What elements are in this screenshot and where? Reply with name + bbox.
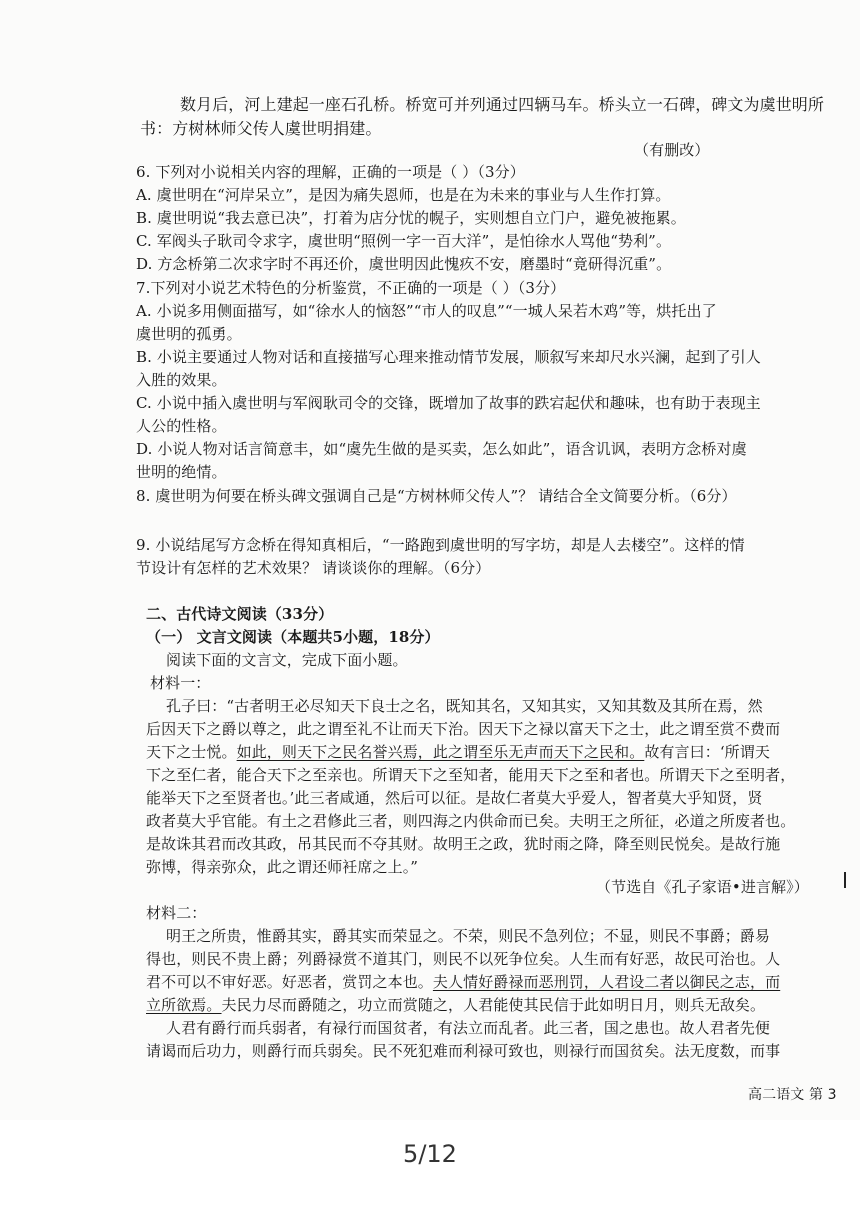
material2-line: 得也，则民不贵上爵；列爵禄赏不道其门，则民不以死争位矣。人生而有好恶，故民可治也。人	[146, 950, 781, 968]
section2-subtitle: （一） 文言文阅读（本题共5小题，18分）	[146, 628, 440, 646]
material1-line-3-row	[146, 741, 770, 763]
q6-option-c: C. 军阀头子耿司令求字，虞世明“照例一字一百大洋”，是怕徐水人骂他“势利”。	[136, 232, 672, 250]
material1-label: 材料一：	[150, 674, 211, 692]
material1-line: 能举天下之至贤者也。’此三者咸通，然后可以征。是故仁者莫大乎爱人，智者莫大乎知贤，贤	[146, 789, 763, 807]
q7-option-b-line2: 入胜的效果。	[136, 371, 227, 389]
story-source: （有删改）	[634, 141, 710, 159]
q7-option-d-line2: 世明的绝情。	[136, 463, 227, 481]
material2-label: 材料二：	[146, 904, 207, 922]
material1-line: 下之至仁者，能合天下之至亲也。所谓天下之至知者，能用天下之至和者也。所谓天下之至明者，	[146, 766, 796, 784]
q7-option-c-line2: 人公的性格。	[136, 417, 227, 435]
material1-underlined-sentence: 如此，则天下之民名誉兴焉，此之谓至乐无声而天下之民和。	[236, 743, 645, 761]
q7-option-d-line1: D. 小说人物对话言简意丰，如“虞先生做的是买卖，怎么如此”，语含讥讽，表明方念桥对虞	[136, 440, 747, 458]
q7-option-a-line2: 虞世明的孤勇。	[136, 325, 242, 343]
material2-line: 请谒而后功力，则爵行而兵弱矣。民不死犯难而利禄可致也，则禄行而国贫矣。法无度数，而事	[146, 1042, 781, 1060]
story-end-line1: 数月后，河上建起一座石孔桥。桥宽可并列通过四辆马车。桥头立一石碑，碑文为虞世明所	[180, 95, 825, 114]
material1-line3a: 天下之士悦。	[146, 743, 237, 761]
material2-line-3-row	[146, 971, 780, 993]
material2-underlined-sentence-b: 立所欲焉。	[146, 996, 222, 1014]
q6-stem: 6. 下列对小说相关内容的理解，正确的一项是（ ）（3分）	[136, 163, 525, 181]
scan-edge-mark	[844, 872, 846, 888]
material1-line: 是故诛其君而改其政，吊其民而不夺其财。故明王之政，犹时雨之降，降至则民悦矣。是故行施	[146, 835, 781, 853]
material2-underlined-sentence-a: 夫人情好爵禄而恶刑罚，人君设二者以御民之志，而	[432, 973, 781, 991]
q7-stem: 7.下列对小说艺术特色的分析鉴赏，不正确的一项是（ ）（3分）	[136, 279, 566, 297]
material2-line3a: 君不可以不审好恶。好恶者，赏罚之本也。	[146, 973, 433, 991]
q6-option-b: B. 虞世明说“我去意已决”，打着为店分忧的幌子，实则想自立门户，避免被拖累。	[136, 209, 686, 227]
material2-line: 明王之所贵，惟爵其实，爵其实而荣显之。不荣，则民不急列位；不显，则民不事爵；爵易	[166, 927, 771, 945]
page-indicator: 5/12	[403, 1140, 457, 1168]
q9-line2: 节设计有怎样的艺术效果？ 请谈谈你的理解。（6分）	[136, 559, 491, 577]
section2-title: 二、古代诗文阅读（33分）	[146, 605, 334, 623]
material1-source: （节选自《孔子家语•进言解》）	[596, 878, 809, 896]
material1-line: 后因天下之爵以尊之，此之谓至礼不让而天下治。因天下之禄以富天下之士，此之谓至赏不费而	[146, 720, 781, 738]
material1-line: 孔子曰：“古者明王必尽知天下良士之名，既知其名，又知其实，又知其数及其所在焉，然	[166, 697, 763, 715]
material2-line4b: 夫民力尽而爵随之，功立而赏随之，人君能使其民信于此如明日月，则兵无敌矣。	[221, 996, 766, 1014]
q8: 8. 虞世明为何要在桥头碑文强调自己是“方树林师父传人”？ 请结合全文简要分析。（6分）	[136, 487, 737, 505]
material1-line: 弥博，得亲弥众，此之谓还师衽席之上。”	[146, 858, 419, 876]
material1-line3c: 故有言曰：‘所谓天	[644, 743, 770, 761]
story-end-line2: 书：方树林师父传人虞世明捐建。	[140, 119, 382, 138]
q7-option-a-line1: A. 小说多用侧面描写，如“徐水人的恼怒”“市人的叹息”“一城人呆若木鸡”等，烘托出了	[136, 302, 717, 320]
material1-line: 政者莫大乎官能。有土之君修此三者，则四海之内供命而已矣。夫明王之所征，必道之所废者也。	[146, 812, 796, 830]
q6-option-a: A. 虞世明在“河岸呆立”，是因为痛失恩师，也是在为未来的事业与人生作打算。	[136, 186, 671, 204]
q6-option-d: D. 方念桥第二次求字时不再还价，虞世明因此愧疚不安，磨墨时“竟研得沉重”。	[136, 255, 672, 273]
q7-option-b-line1: B. 小说主要通过人物对话和直接描写心理来推动情节发展，顺叙写来却尺水兴澜，起到了引人	[136, 348, 761, 366]
q9-line1: 9. 小说结尾写方念桥在得知真相后，“一路跑到虞世明的写字坊，却是人去楼空”。这样的情	[136, 536, 745, 554]
section2-instruction: 阅读下面的文言文，完成下面小题。	[166, 651, 408, 669]
q7-option-c-line1: C. 小说中插入虞世明与军阀耿司令的交锋，既增加了故事的跌宕起伏和趣味，也有助于表现主	[136, 394, 761, 412]
material2-line: 人君有爵行而兵弱者，有禄行而国贫者，有法立而乱者。此三者，国之患也。故人君者先便	[166, 1019, 771, 1037]
material2-line-4-row	[146, 994, 765, 1016]
page-footer-subject: 高二语文 第 3	[748, 1087, 837, 1103]
